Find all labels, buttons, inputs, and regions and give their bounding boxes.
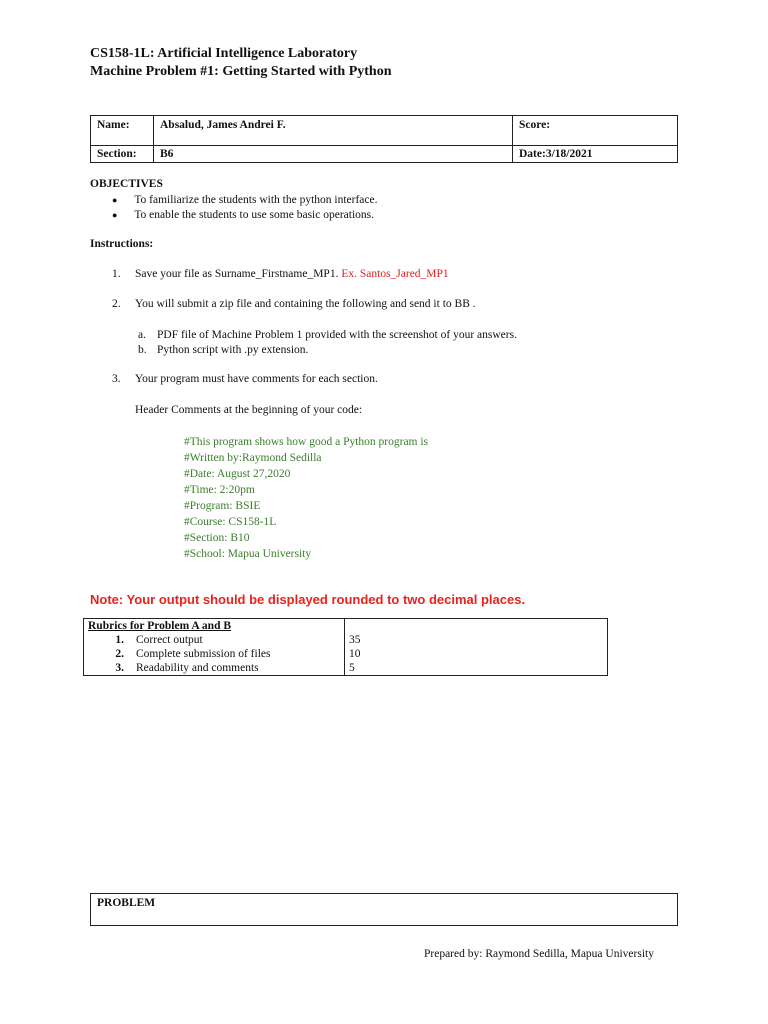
code-line: #This program shows how good a Python program is bbox=[184, 436, 429, 448]
step-2: You will submit a zip file and containing the following and send it to BB . bbox=[135, 298, 476, 310]
header-comments-text: Header Comments at the beginning of your code: bbox=[135, 404, 363, 416]
section-label: Section: bbox=[91, 146, 154, 163]
step-1 bbox=[135, 267, 449, 281]
bullet-icon: ● bbox=[112, 210, 118, 220]
rubric-row bbox=[84, 661, 607, 675]
rubric-label: Readability and comments bbox=[136, 662, 259, 674]
substep-letter: a. bbox=[138, 329, 146, 341]
substep-b: Python script with .py extension. bbox=[157, 344, 309, 356]
code-line: #Section: B10 bbox=[184, 532, 250, 544]
code-line: #Program: BSIE bbox=[184, 500, 261, 512]
rubric-number: 2. bbox=[115, 648, 124, 660]
name-label: Name: bbox=[91, 116, 154, 146]
objective-text: To familiarize the students with the python interface. bbox=[134, 194, 378, 206]
objectives-heading: OBJECTIVES bbox=[90, 178, 163, 190]
step-text: Save your file as Surname_Firstname_MP1. bbox=[135, 268, 339, 280]
rubric-points: 10 bbox=[349, 648, 361, 660]
code-block bbox=[184, 434, 428, 562]
rubric-label: Complete submission of files bbox=[136, 648, 271, 660]
bullet-icon: ● bbox=[112, 195, 118, 205]
rubric-row bbox=[84, 633, 607, 647]
rubric-points: 35 bbox=[349, 634, 361, 646]
objective-item bbox=[112, 193, 378, 207]
instructions-heading: Instructions: bbox=[90, 238, 154, 250]
date-label: Date:3/18/2021 bbox=[513, 146, 678, 163]
step-number: 1. bbox=[112, 268, 121, 280]
rubric-row bbox=[84, 647, 607, 661]
rubric-number: 3. bbox=[115, 662, 124, 674]
problem-box bbox=[90, 893, 678, 926]
info-row-section bbox=[91, 146, 678, 163]
rubric-header-row bbox=[84, 619, 607, 633]
substep-a: PDF file of Machine Problem 1 provided with the screenshot of your answers. bbox=[157, 329, 517, 341]
problem-label: PROBLEM bbox=[97, 897, 156, 909]
step-3: Your program must have comments for each section. bbox=[135, 373, 378, 385]
course-title: CS158-1L: Artificial Intelligence Laboratory bbox=[90, 46, 358, 61]
score-label: Score: bbox=[513, 116, 678, 146]
code-line: #Written by:Raymond Sedilla bbox=[184, 452, 322, 464]
step-number: 2. bbox=[112, 298, 121, 310]
footer-prepared-by: Prepared by: Raymond Sedilla, Mapua University bbox=[424, 948, 654, 960]
code-line: #School: Mapua University bbox=[184, 548, 312, 560]
step-number: 3. bbox=[112, 373, 121, 385]
objective-text: To enable the students to use some basic operations. bbox=[134, 209, 374, 221]
objective-item bbox=[112, 208, 374, 222]
step-example: Ex. Santos_Jared_MP1 bbox=[341, 268, 449, 280]
section-value: B6 bbox=[154, 146, 513, 163]
name-value: Absalud, James Andrei F. bbox=[154, 116, 513, 146]
note-text: Note: Your output should be displayed rounded to two decimal places. bbox=[90, 592, 526, 607]
code-line: #Course: CS158-1L bbox=[184, 516, 277, 528]
student-info-table bbox=[90, 115, 678, 163]
rubric-points: 5 bbox=[349, 662, 355, 674]
substep-letter: b. bbox=[138, 344, 147, 356]
rubric-number: 1. bbox=[115, 634, 124, 646]
code-line: #Time: 2:20pm bbox=[184, 484, 255, 496]
problem-title: Machine Problem #1: Getting Started with Python bbox=[90, 64, 392, 79]
rubrics-heading: Rubrics for Problem A and B bbox=[88, 620, 232, 632]
info-row-name bbox=[91, 116, 678, 146]
code-line: #Date: August 27,2020 bbox=[184, 468, 291, 480]
rubric-label: Correct output bbox=[136, 634, 203, 646]
rubrics-table bbox=[84, 619, 607, 675]
